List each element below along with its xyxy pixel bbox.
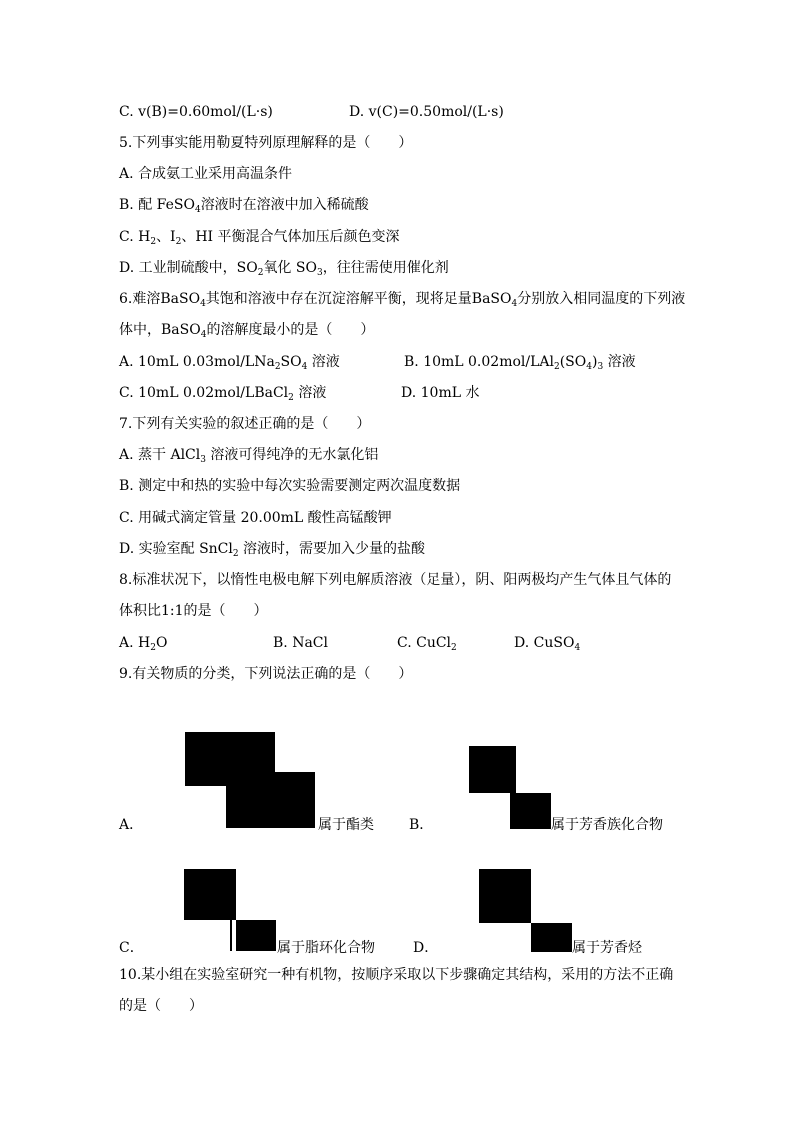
q8-option-d: D. CuSO$_4$: [514, 635, 581, 653]
q7-option-d: D. 实验室配 SnCl$_2$ 溶液时，需要加入少量的盐酸: [119, 541, 426, 559]
q9-stem: 9.有关物质的分类，下列说法正确的是（ ）: [119, 666, 413, 682]
q8-option-c: C. CuCl$_2$: [397, 635, 457, 653]
q7-option-b: B. 测定中和热的实验中每次实验需要测定两次温度数据: [119, 478, 461, 494]
q9-option-d-structure-image-part: [531, 923, 572, 952]
q6-stem-line1: 6.难溶BaSO$_4$其饱和溶液中存在沉淀溶解平衡，现将足量BaSO$_4$分别放入相同温度的下列液: [119, 291, 686, 309]
q9-option-c-label: C．: [119, 940, 144, 956]
q9-option-a-structure-image-part: [226, 772, 315, 828]
q6-option-c: C. 10mL 0.02mol/LBaCl$_2$ 溶液: [119, 385, 327, 403]
q9-option-b-text: 属于芳香族化合物: [551, 817, 663, 833]
q10-stem-line2: 的是（ ）: [119, 998, 203, 1014]
q9-option-c-structure-image-part: [236, 920, 276, 951]
q10-stem-line1: 10.某小组在实验室研究一种有机物，按顺序采取以下步骤确定其结构，采用的方法不正确: [119, 967, 674, 983]
q7-stem: 7.下列有关实验的叙述正确的是（ ）: [119, 416, 371, 432]
q5-option-d: D. 工业制硫酸中，$SO_2$氧化 $SO_3$，往往需使用催化剂: [119, 260, 449, 278]
q6-stem-line2: 体中，BaSO$_4$的溶解度最小的是（ ）: [119, 322, 375, 340]
q8-stem-line1: 8.标准状况下，以惰性电极电解下列电解质溶液（足量），阴、阳两极均产生气体且气体的: [119, 572, 672, 588]
q6-option-d: D. 10mL 水: [401, 385, 480, 401]
q6-option-a: A. 10mL $0.03mol/LNa_2SO_4$ 溶液: [119, 354, 340, 372]
q9-option-a-label: A．: [119, 817, 144, 833]
q9-option-d-text: 属于芳香烃: [572, 940, 642, 956]
q9-option-a-text: 属于酯类: [318, 817, 374, 833]
q4-option-c: C. v(B)=0.60mol/(L·s): [119, 104, 273, 120]
q9-option-c-structure-image-edge: [230, 920, 232, 951]
q9-option-d-label: D．: [413, 940, 439, 956]
q7-option-a: A. 蒸干 AlCl$_3$ 溶液可得纯净的无水氯化铝: [119, 447, 379, 465]
q5-option-c: C. $H_2$、$I_2$、HI 平衡混合气体加压后颜色变深: [119, 229, 400, 247]
q9-option-b-structure-image: [469, 746, 516, 793]
q9-option-b-label: B．: [409, 817, 434, 833]
q5-option-a: A. 合成氨工业采用高温条件: [119, 166, 293, 182]
q9-option-c-text: 属于脂环化合物: [277, 940, 375, 956]
q9-option-d-structure-image: [479, 869, 531, 923]
q8-option-a: A. $H_2O$: [119, 635, 168, 653]
q9-option-b-structure-image-part: [510, 793, 551, 829]
q5-option-b: B. 配 FeSO$_4$溶液时在溶液中加入稀硫酸: [119, 197, 369, 215]
q9-option-c-structure-image: [184, 869, 236, 920]
q7-option-c: C. 用碱式滴定管量 20.00mL 酸性高锰酸钾: [119, 510, 392, 526]
q8-option-b: B. NaCl: [273, 635, 328, 651]
q4-option-d: D. v(C)=0.50mol/(L·s): [349, 104, 504, 120]
q5-stem: 5.下列事实能用勒夏特列原理解释的是（ ）: [119, 135, 413, 151]
q6-option-b: B. 10mL $0.02mol/LAl_2(SO_4)_3$ 溶液: [404, 354, 636, 372]
q8-stem-line2: 体积比1:1的是（ ）: [119, 603, 268, 619]
